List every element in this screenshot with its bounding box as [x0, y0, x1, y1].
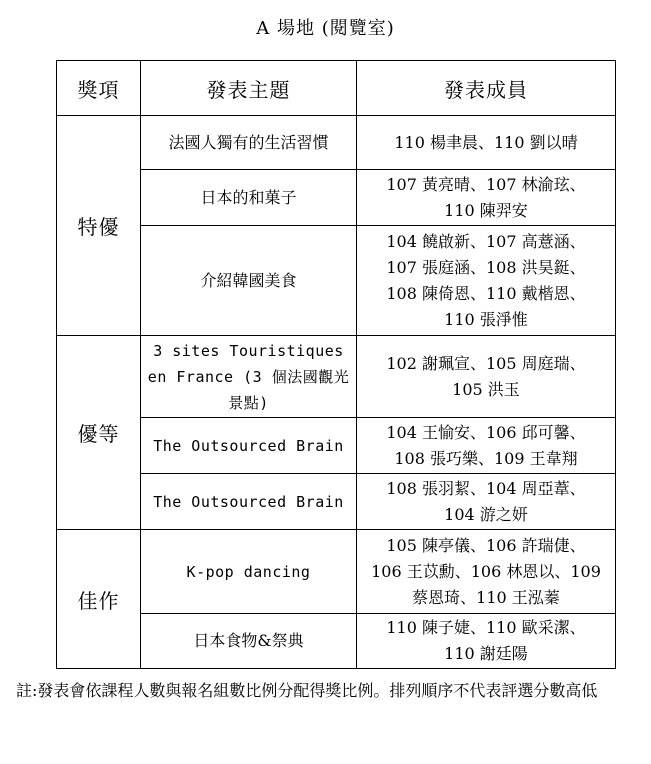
members-cell — [357, 530, 616, 614]
members-cell — [357, 474, 616, 530]
member-line: 110 楊聿晨、110 劉以晴 — [394, 132, 578, 152]
topic-cell: 日本食物&祭典 — [141, 614, 357, 669]
footnote: 註:發表會依課程人數與報名組數比例分配得獎比例。排列順序不代表評選分數高低 — [16, 681, 598, 700]
member-line: 107 張庭涵、108 洪昊鋌、 — [386, 257, 586, 277]
table-row — [57, 226, 616, 336]
topic-cell: 3 sites Touristiques en France (3 個法國觀光景點) — [141, 336, 357, 418]
table-row — [57, 474, 616, 530]
member-line: 110 陳羿安 — [444, 200, 528, 220]
table-row — [57, 614, 616, 669]
table-row — [57, 530, 616, 614]
table-row — [57, 418, 616, 474]
topic-cell: 日本的和菓子 — [141, 170, 357, 226]
member-line: 108 張羽絜、104 周亞葦、 — [386, 478, 586, 498]
member-line: 105 洪玉 — [452, 379, 520, 399]
member-line: 106 王苡勳、106 林恩以、109 — [371, 561, 601, 581]
table-row — [57, 170, 616, 226]
table-row — [57, 336, 616, 418]
award-cell-excellent: 優等 — [57, 336, 141, 530]
topic-cell: K-pop dancing — [141, 530, 357, 614]
header-members: 發表成員 — [357, 61, 616, 116]
members-cell — [357, 336, 616, 418]
members-cell — [357, 170, 616, 226]
member-line: 104 游之妍 — [444, 504, 528, 524]
member-line: 108 張巧樂、109 王韋翔 — [394, 448, 578, 468]
members-cell — [357, 614, 616, 669]
members-cell — [357, 226, 616, 336]
member-line: 110 張淨惟 — [444, 309, 528, 329]
header-topic: 發表主題 — [141, 61, 357, 116]
members-cell — [357, 116, 616, 170]
member-line: 110 謝廷陽 — [444, 644, 528, 663]
award-cell-merit: 佳作 — [57, 530, 141, 669]
header-award: 獎項 — [57, 61, 141, 116]
member-line: 108 陳倚恩、110 戴楷恩、 — [386, 283, 586, 303]
table-row — [57, 116, 616, 170]
member-line: 110 陳子婕、110 歐采潔、 — [386, 618, 586, 637]
member-line: 107 黃亮晴、107 林渝玹、 — [386, 174, 586, 194]
venue-title: A 場地 (閱覽室) — [256, 18, 395, 39]
member-line: 104 饒啟新、107 高薏涵、 — [386, 231, 586, 251]
topic-cell: The Outsourced Brain — [141, 474, 357, 530]
topic-cell: The Outsourced Brain — [141, 418, 357, 474]
members-cell — [357, 418, 616, 474]
member-line: 105 陳亭儀、106 許瑞倢、 — [386, 535, 586, 555]
award-cell-top: 特優 — [57, 116, 141, 336]
member-line: 102 謝珮宣、105 周庭瑞、 — [386, 353, 586, 373]
header-row — [57, 61, 616, 116]
member-line: 104 王愉安、106 邱可馨、 — [386, 422, 586, 442]
topic-cell: 介紹韓國美食 — [141, 226, 357, 336]
member-line: 蔡恩琦、110 王泓蓁 — [412, 587, 560, 607]
topic-cell: 法國人獨有的生活習慣 — [141, 116, 357, 170]
awards-table — [56, 60, 616, 669]
